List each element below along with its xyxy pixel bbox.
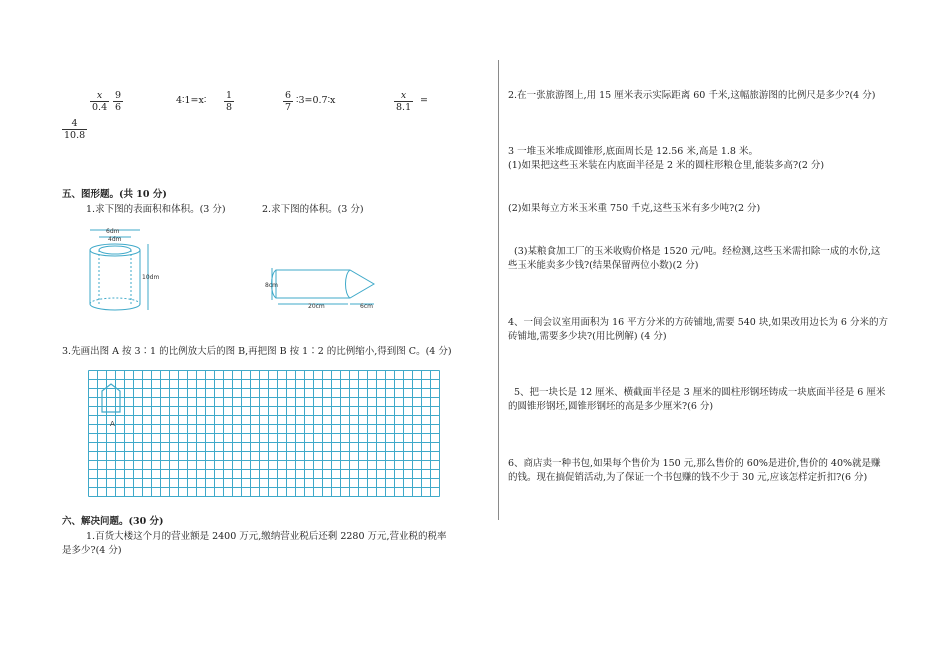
section6-q1: 1.百货大楼这个月的营业额是 2400 万元,缴纳营业税后还剩 2280 万元,营业税的税率是多少?(4 分) xyxy=(62,531,447,556)
eq3-tail: ∶3=0.7∶x xyxy=(296,95,336,106)
prism-height-label: 8cm xyxy=(265,282,278,289)
right-q4: 4、一间会议室用面积为 16 平方分米的方砖铺地,需要 540 块,如果改用边长为 6 分米的方砖铺地,需要多少块?(用比例解) (4 分) xyxy=(508,317,888,342)
right-q5: 5、把一块长是 12 厘米、横截面半径是 3 厘米的圆柱形钢坯铸成一块底面半径是 6 厘米的圆锥形钢坯,圆锥形钢坯的高是多少厘米?(6 分) xyxy=(508,387,886,412)
prism-length-label: 20cm xyxy=(308,303,325,310)
eq2-fraction: $\frac{1}{8}$ xyxy=(226,90,233,113)
cylinder-inner-label: 4dm xyxy=(108,236,122,243)
section5-heading: 五、图形题。(共 10 分) xyxy=(62,189,167,200)
right-q3-2: (2)如果每立方米玉米重 750 千克,这些玉米有多少吨?(2 分) xyxy=(508,203,761,214)
column-divider xyxy=(498,60,499,520)
hollow-cylinder-figure xyxy=(82,224,168,316)
figure-a-label: A xyxy=(110,420,115,428)
eq3-fraction: $\frac{6}{7}$ xyxy=(285,90,292,113)
prism-tip-label: 6cm xyxy=(360,303,373,310)
right-q3-1: (1)如果把这些玉米装在内底面半径是 2 米的圆柱形粮仓里,能装多高?(2 分) xyxy=(508,160,825,171)
prism-figure xyxy=(262,262,382,312)
right-q6: 6、商店卖一种书包,如果每个售价为 150 元,那么售价的 60%是进价,售价的 40%就是赚的钱。现在搞促销活动,为了保证一个书包赚的钱不少于 30 元,应该怎样定折扣?(6 分) xyxy=(508,458,881,483)
section5-q3: 3.先画出图 A 按 3∶1 的比例放大后的图 B,再把图 B 按 1∶2 的比例缩小,得到图 C。(4 分) xyxy=(62,346,452,357)
section5-q2: 2.求下图的体积。(3 分) xyxy=(262,204,364,215)
right-q3-3: (3)某粮食加工厂的玉米收购价格是 1520 元/吨。经检测,这些玉米需扣除一成的水份,这些玉米能卖多少钱?(结果保留两位小数)(2 分) xyxy=(508,246,881,271)
right-q2: 2.在一张旅游图上,用 15 厘米表示实际距离 60 千米,这幅旅游图的比例尺是多少?(4 分) xyxy=(508,90,876,101)
cylinder-outer-label: 6dm xyxy=(106,228,120,235)
section5-q1: 1.求下图的表面积和体积。(3 分) xyxy=(86,204,226,215)
eq1-fraction-x: $\frac{x}{0.4}$ xyxy=(92,90,108,113)
cylinder-height-label: 10dm xyxy=(142,274,160,281)
right-q3-intro: 3 一堆玉米堆成圆锥形,底面周长是 12.56 米,高是 1.8 米。 xyxy=(508,146,758,157)
drawing-grid xyxy=(88,370,442,502)
eq4-continued-fraction: $\frac{4}{10.8}$ xyxy=(64,118,86,141)
eq4-fraction: $\frac{x}{8.1}$ xyxy=(396,90,412,113)
section6-heading: 六、解决问题。(30 分) xyxy=(62,516,164,527)
eq1-fraction-right: $\frac{9}{6}$ xyxy=(115,90,122,113)
eq2-lead: 4∶1=x∶ xyxy=(176,95,207,106)
eq4-equals: = xyxy=(420,95,428,106)
